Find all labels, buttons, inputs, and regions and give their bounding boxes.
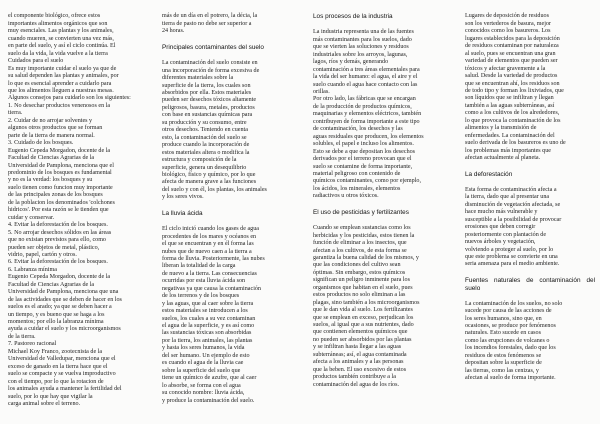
paragraph: Cuando se emplean sustancias como los herbicidas y los pesticidas, estos tienen la función de eliminar a los insectos, que afectan a los cultivos, de esta forma se garantiza la buena calidad de los mismos, y que las condiciones del cultivo sean óptimas. Sin embargo, estos químicos significan un peligro inminente para los organismos que habitan en el suelo, pues estos productos no solo eliminan a las plagas, sino también a los microorganismos que le dan vida al suelo. Los fertilizantes que se emplean en exceso, perjudican los suelos, al igual que a sus nutrientes, dado que contienen elementos químicos que no pueden ser absorbidos por las plantas y se infiltran hasta llegar a las aguas subterráneas; así, el agua contaminada afecta a los animales y a las personas que la beben. El uso excesivo de estos productos también contribuye a la contaminación del agua de los ríos. [313, 225, 420, 388]
section-heading: El uso de pesticidas y fertilizantes [313, 209, 409, 217]
paragraph: El ciclo inició cuando los gases de agua procedentes de los mares y océanos en el que se encuentran y en él forma las nubes que de nuevo caen a la tierra a forma de lluvia. Posteriormente, las nubes liberan la totalidad de la carga de nuevo a la tierra. Las consecuencias ocurridas por esta lluvia ácida son negativas ya que causa la contaminación de los terrenos y de los bosques y las aguas, que al caer sobre la tierra estos materiales se introducen a los suelos, los cuales a su vez contaminan el agua de la superficie, y es así como las sustancias tóxicas son absorbidas por la tierra, los animales, las plantas y hasta los seres humanos, la vida del ser humano. Un ejemplo de esto es cuando el agua de la lluvia cae sobre la superficie del suelo que tiene un químico de azufre, que al caer lo absorbe, se forma con el agua su conocido nombre: lluvia ácida, y produce la contaminación del suelo. [162, 226, 265, 404]
section-heading: Principales contaminantes del suelo [162, 44, 264, 52]
section-heading: Fuentes naturales de contaminación del suelo [465, 277, 595, 292]
paragraph: más de un día en el potrero, la décia, la tierra de pasto no debe ser superior a 24 horas. [162, 13, 258, 35]
paragraph: el componente biológico, ofrece estos importantes alimentos orgánicos que son muy esenciales. Las plantas y los animales, cuando mueren, se convierten una vez más, en parte del suelo, y así el ciclo continúa. El suelo da la vida, la vida vuelve a la tierra Cuidados para el suelo Es muy importante cuidar el suelo ya que de su salud dependen las plantas y animales, por lo que es esencial aprender a cuidarlo para que los alimentos lleguen a nuestras mesas. Algunos consejos para cuidarlo son los siguientes: 1. No desechar productos venenosos en la tierra. 2. Cuidar de no arrojar solventes y algunos otros productos que se forman parte de la tierra de manera normal. 3. Cuidado de los bosques. Eugenio Cepeda Morgadon, docente de la Facultad de Ciencias Agrarias de la Universidad de Pamplona, menciona que el predominio de los bosques es fundamental y no es la verdad: los bosques y su suelo tienen como funcion muy importante de las principales zonas de los bosques de la poblacion los denominados 'colchones hidricos'. Por esta razón se le tienden que cuidar y conservar. 4. Evitar la deforestación de los bosques. 5. No arrojar desechos sólidos en las áreas que no existan previstos para ello, como pueden ser objetos de metal, plástico, vidrio, papel, cartón y otros. 6. Evitar la deforestación de los bosques. 6. Labranza mínima Eugenio Cepeda Morgadon, docente de la Facultad de Ciencias Agrarias de la Universidad de Pamplona, menciona que una de las actividades que se deben de hacer en los suelos es el arado; ya que se deben hacer a un tiempo, y es bueno que se haga a los momentos; por ello la labranza mínima ayuda a cuidar el suelo y los microorganismos de la tierra. 7. Pastoreo racional Michael Koy Franco, zootecnista de la Universidad de Valledupar, menciona que el exceso de ganado en la tierra hace que el suelo se compacte y se vuelva improductivo con el tiempo, por lo que la rotacion de los animales ayuda a mantener la fertilidad del suelo, por lo que hay que vigilar la carga animal sobre el terreno. [8, 13, 131, 408]
section-heading: La deforestación [465, 170, 513, 178]
column-4 [465, 6, 595, 418]
section-heading: Los procesos de la industria [313, 13, 393, 21]
section-heading: La lluvia ácida [162, 210, 203, 218]
paragraph: La industria representa una de las fuentes más contaminantes para los suelos, dado que se vierten las soluciones y residuos industriales sobre los arroyos, lagunas, lagos, ríos y demás, generando contaminación a tres áreas elementales para la vida del ser humano: el agua, el aire y el suelo cuando el agua hace contacto con las orillas. Por otro lado, las fábricas que se encargan de la producción de productos químicos, maquinarias y elementos eléctricos, también contribuyen de forma importante a este tipo de contaminación, los desechos y las aguas residuales que producen, los elementos solubles, el papel e incluso los alimentos. Esto se debe a que depositan los desechos derivados por el terreno provocan que el suelo se contamine de forma importante, material peligroso con contenido de químicos contaminantes, como por ejemplo, los ácidos, los minerales, elementos radiactivos u otros tóxicos. [313, 29, 424, 200]
paragraph: La contaminación del suelo consiste en una incorporación de forma excesiva de diferentes materiales sobre la superficie de la tierra, los cuales son absorbidos por ella. Estos materiales pueden ser desechos tóxicos altamente peligrosos, basura, metales, productos con base en sustancias químicas para su producción y su consumo, entre otros desechos. Teniendo en cuenta esto, la contaminación del suelo se produce cuando la incorporación de estos materiales altera o modifica la estructura y composición de la superficie, genera un desequilibrio biológico, físico y químico, por lo que afecta de manera grave a las funciones del suelo y con él, los plantas, los animales y los seres vivos. [162, 60, 267, 201]
column-1 [8, 6, 158, 418]
column-3 [313, 6, 461, 418]
column-2 [162, 6, 310, 418]
paragraph: Esta forma de contaminación afecta a la tierra, dado que al presentar una disminución de vegetación afectada, se hace mucho más vulnerable y susceptible a la posibilidad de provocar erosiones que deben corregir posteriormente con plantación de nuevos árboles y vegetación, volviendo a proteger al suelo, por lo que este problema se convierte en una seria amenaza para el medio ambiente. [465, 186, 562, 268]
paragraph: Lugares de deposición de residuos son los vertederos de basura, mejor conocidos como los basureros. Los lugares establecidos para la deposición de residuos contaminan por naturaleza al suelo, pues se encuentran una gran variedad de elementos que pueden ser tóxicos y afectar gravemente a la salud. Desde la variedad de productos que se encuentran ahí, los residuos son de todo tipo y forman los lixiviados, que son líquidos que se infiltran y llegan también a las aguas subterráneas, así como a los cultivos de los alrededores, lo que provoca la contaminación de los alimentos y la transmisión de enfermedades. La contaminación del suelo derivada de los basureros es uno de los problemas más importantes que afectan actualmente al planeta. [465, 13, 566, 162]
paragraph: La contaminación de los suelos, no solo sucede por causa de las acciones de los seres humanos, sino que, en ocasiones, se produce por fenómenos naturales. Esto sucede en casos como las erupciones de volcanes o los incendios forestales, dado que los residuos de estos fenómenos se depositan sobre la superficie de las tierras, como las cenizas, y afectan al suelo de forma importante. [465, 300, 563, 382]
